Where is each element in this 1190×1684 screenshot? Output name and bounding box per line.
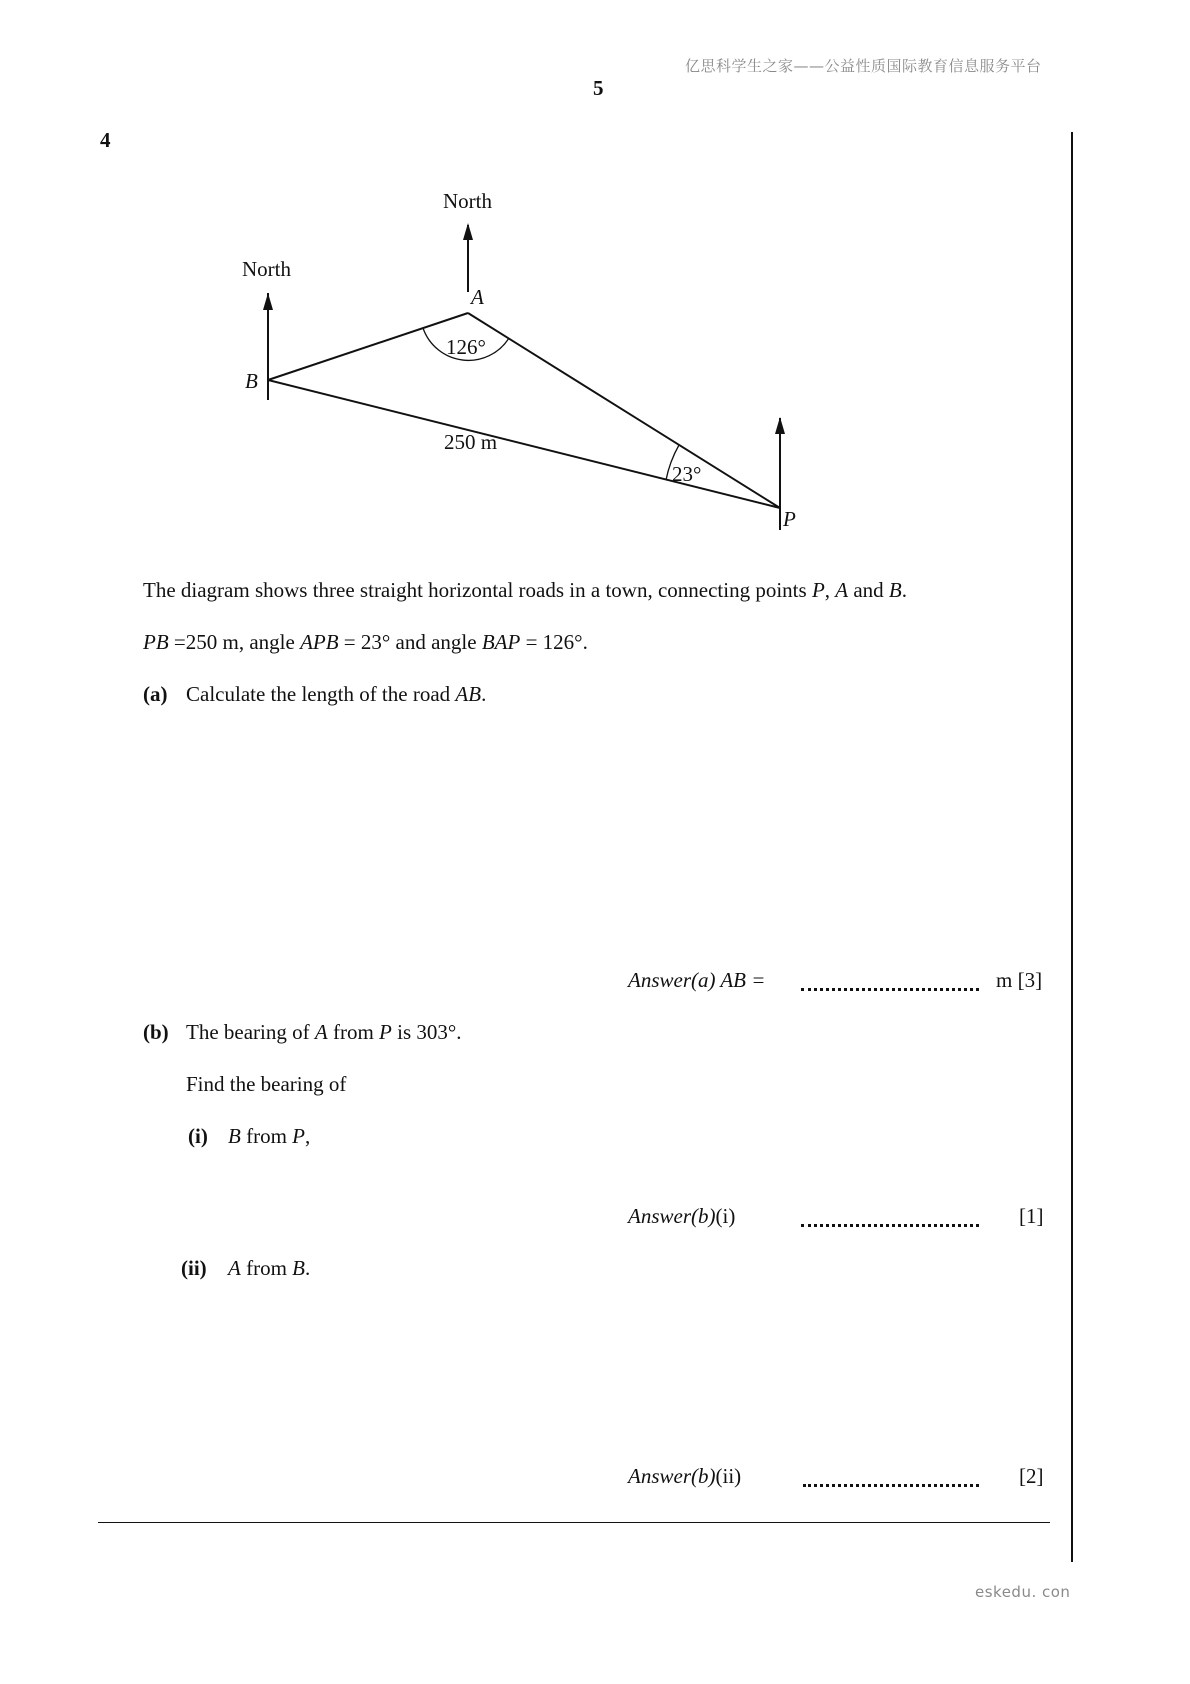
part-b-find: Find the bearing of <box>186 1072 347 1096</box>
angle-p-label: 23° <box>672 462 702 486</box>
part-b-ii-question: A from B. <box>228 1256 311 1280</box>
answer-a-marks: m [3] <box>996 968 1043 992</box>
part-a-label: (a) <box>143 682 168 706</box>
answer-b-ii-label: Answer(b)(ii) <box>628 1464 742 1488</box>
answer-b-i-field[interactable] <box>801 1224 979 1227</box>
part-b-i-label: (i) <box>188 1124 208 1148</box>
intro-line-1: The diagram shows three straight horizontal roads in a town, connecting points P, A and B. <box>143 578 907 602</box>
answer-a-field[interactable] <box>801 988 979 991</box>
answer-a-label: Answer(a) AB = <box>628 968 766 992</box>
point-a-label: A <box>471 285 484 309</box>
answer-b-i-label: Answer(b)(i) <box>628 1204 736 1228</box>
north-label-b: North <box>242 257 291 281</box>
part-b-label: (b) <box>143 1020 169 1044</box>
road-ab <box>268 313 468 380</box>
watermark-top: 亿思科学生之家——公益性质国际教育信息服务平台 <box>685 57 1042 75</box>
intro-line-2: PB =250 m, angle APB = 23° and angle BAP = 126°. <box>143 630 588 654</box>
part-b-i-question: B from P, <box>228 1124 311 1148</box>
right-margin-line <box>1071 132 1073 1562</box>
angle-a-label: 126° <box>446 335 486 359</box>
answer-b-ii-marks: [2] <box>1019 1464 1044 1488</box>
bottom-rule <box>98 1522 1050 1523</box>
point-b-label: B <box>245 369 258 393</box>
part-a-question: Calculate the length of the road AB. <box>186 682 487 706</box>
bearing-diagram <box>215 190 835 550</box>
page-number: 5 <box>593 76 604 100</box>
road-bp <box>268 380 780 508</box>
road-ap <box>468 313 780 508</box>
answer-b-i-marks: [1] <box>1019 1204 1044 1228</box>
watermark-bottom: eskedu. con <box>975 1583 1071 1601</box>
part-b-question: The bearing of A from P is 303°. <box>186 1020 462 1044</box>
answer-b-ii-field[interactable] <box>803 1484 979 1487</box>
question-number: 4 <box>100 128 111 152</box>
distance-pb-label: 250 m <box>444 430 498 454</box>
point-p-label: P <box>783 507 796 531</box>
north-label-a: North <box>443 190 492 213</box>
part-b-ii-label: (ii) <box>181 1256 207 1280</box>
